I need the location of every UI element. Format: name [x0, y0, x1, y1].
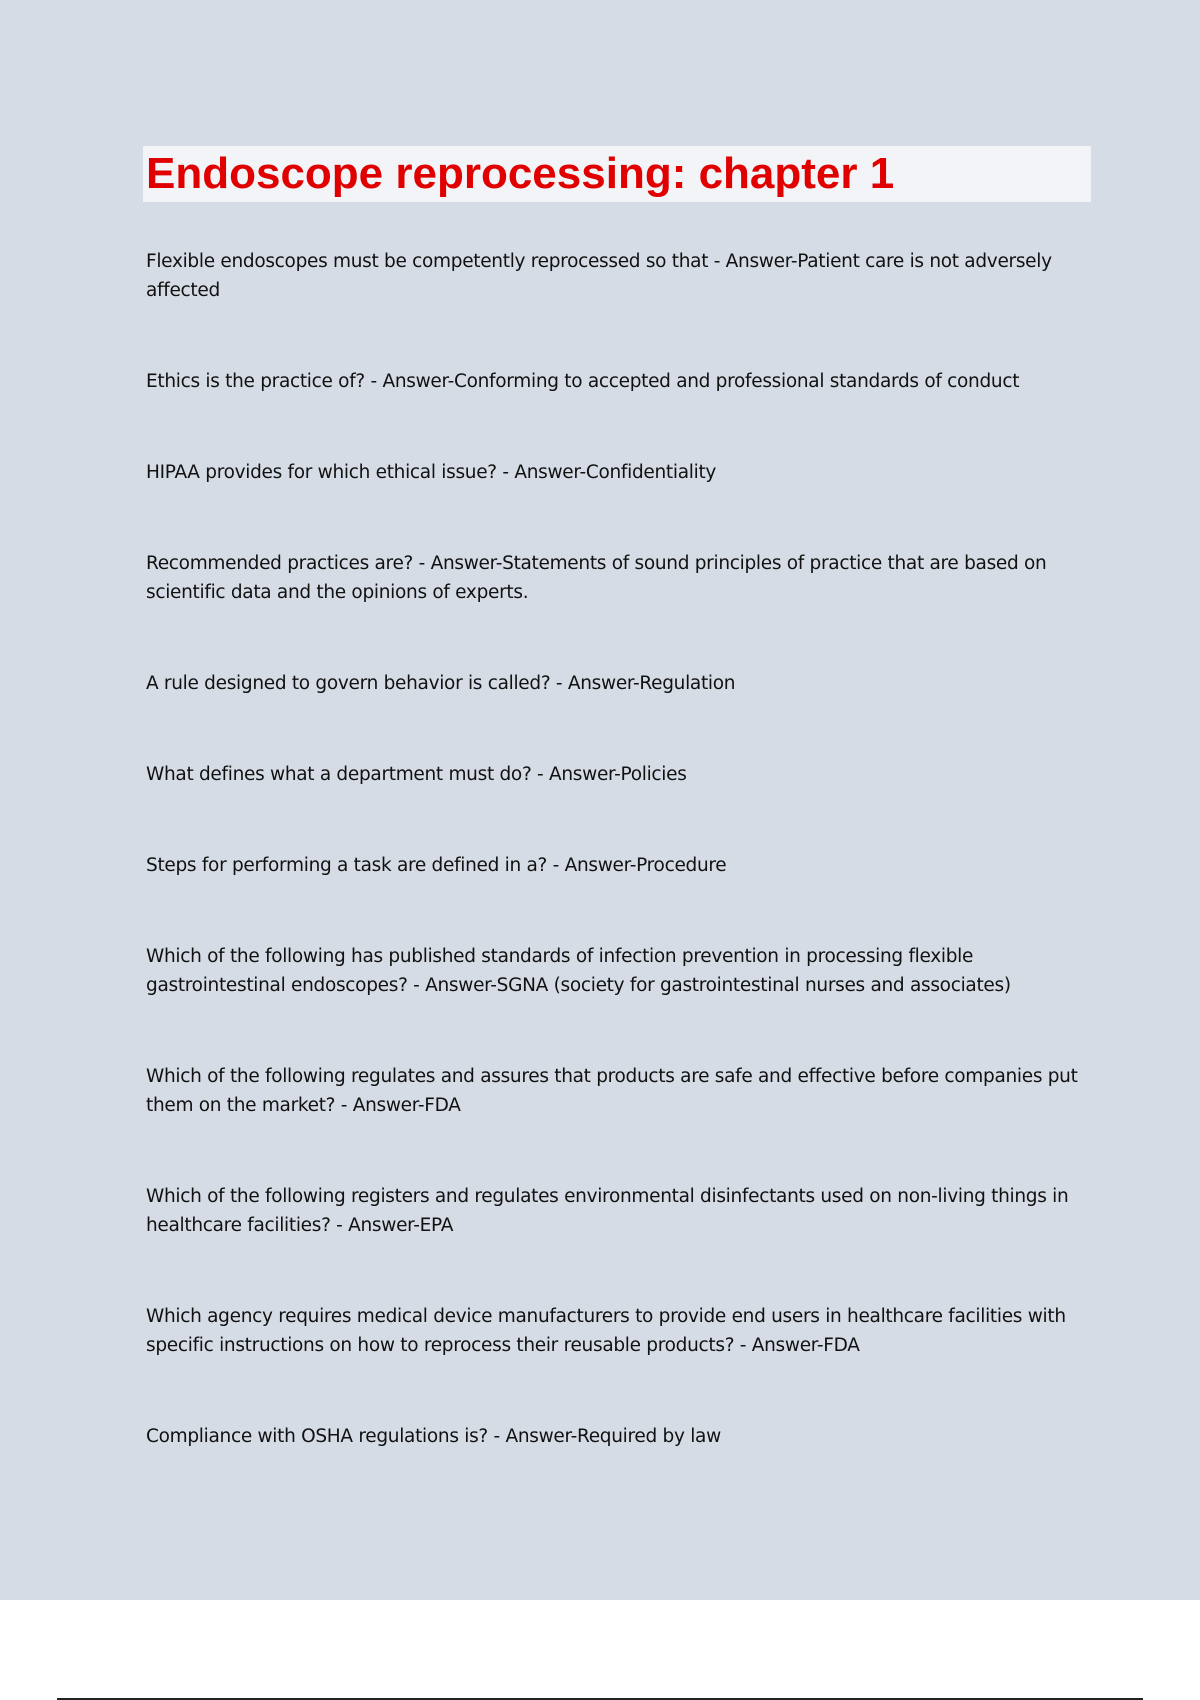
- qa-item: Compliance with OSHA regulations is? - Answer-Required by law: [146, 1426, 721, 1447]
- qa-item: What defines what a department must do? - Answer-Policies: [146, 764, 687, 785]
- qa-item: Recommended practices are? - Answer-Statements of sound principles of practice that are based on scientific data and the opinions of experts.: [146, 553, 1047, 603]
- qa-item: A rule designed to govern behavior is called? - Answer-Regulation: [146, 673, 736, 694]
- qa-item: HIPAA provides for which ethical issue? - Answer-Confidentiality: [146, 462, 717, 483]
- qa-item: Which of the following has published standards of infection prevention in processing flexible gastrointestinal endoscopes? - Answer-SGNA (society for gastrointestinal nurses and associates): [146, 946, 1011, 996]
- qa-item: Which agency requires medical device manufacturers to provide end users in healthcare facilities with specific instructions on how to reprocess their reusable products? - Answer-FDA: [146, 1306, 1066, 1356]
- question-answer-list: [146, 247, 1086, 1513]
- qa-item: Which of the following regulates and assures that products are safe and effective before companies put them on the market? - Answer-FDA: [146, 1066, 1078, 1116]
- qa-item: Flexible endoscopes must be competently reprocessed so that - Answer-Patient care is not adversely affected: [146, 251, 1052, 301]
- qa-item: Ethics is the practice of? - Answer-Conforming to accepted and professional standards of conduct: [146, 371, 1020, 392]
- qa-item: Which of the following registers and regulates environmental disinfectants used on non-living things in healthcare facilities? - Answer-EPA: [146, 1186, 1069, 1236]
- document-title: Endoscope reprocessing: chapter 1: [146, 149, 895, 198]
- qa-item: Steps for performing a task are defined in a? - Answer-Procedure: [146, 855, 727, 876]
